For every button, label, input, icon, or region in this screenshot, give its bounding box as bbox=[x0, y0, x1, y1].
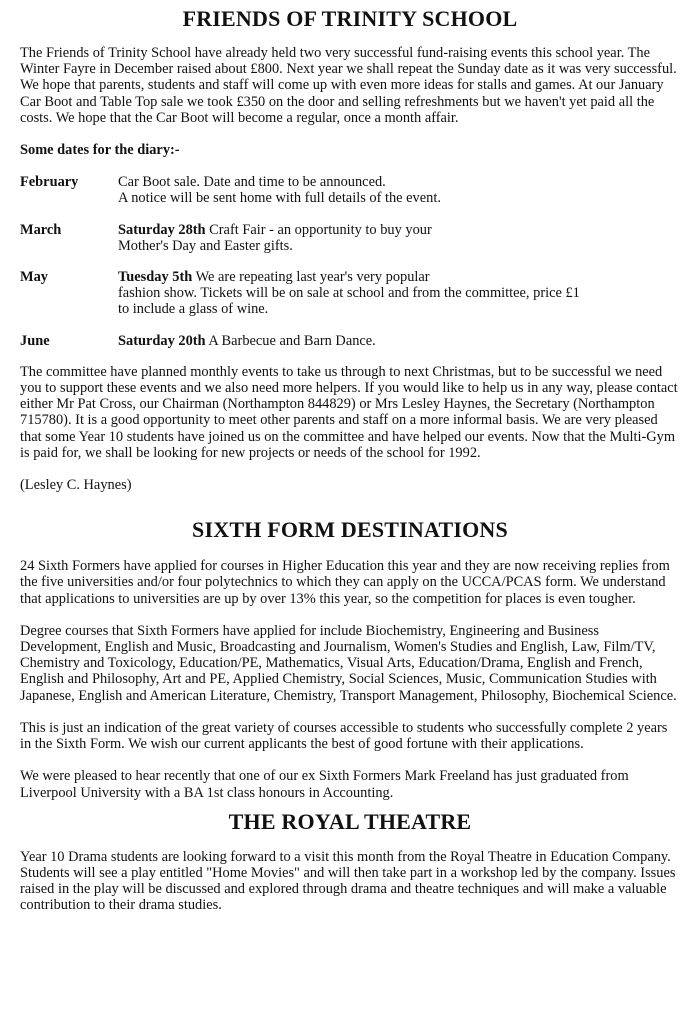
event-line: to include a glass of wine. bbox=[118, 301, 269, 318]
diary-month: February bbox=[20, 174, 79, 191]
friends-title: FRIENDS OF TRINITY SCHOOL bbox=[182, 6, 518, 31]
event-text: A Barbecue and Barn Dance. bbox=[205, 332, 376, 349]
diary-event bbox=[118, 269, 580, 318]
friends-intro: The Friends of Trinity School have already held two very successful fund-raising events this school year. The Winter Fayre in December raised about £800. Next year we shall repeat the Sunday date as it was very successful. We hope that parents, students and staff will come up with even more ideas for stalls and games. At our January Car Boot and Table Top sale we took £350 on the door and selling refreshments but we haven't yet paid all the costs. We hope that the Car Boot will become a regular, once a month affair. bbox=[20, 45, 677, 126]
diary-event bbox=[118, 222, 432, 254]
event-date: Saturday 20th bbox=[118, 332, 206, 349]
sixth-paragraph-3: This is just an indication of the great variety of courses accessible to students who successfully complete 2 years in the Sixth Form. We wish our current applicants the best of good fortune with their applications. bbox=[20, 719, 668, 753]
sixth-form-title: SIXTH FORM DESTINATIONS bbox=[192, 517, 508, 543]
sixth-paragraph-1: 24 Sixth Formers have applied for courses in Higher Education this year and they are now receiving replies from the five universities and/or four polytechnics to which they can apply on the UCCA/PCAS form. We understand that applications to universities are up by over 13% this year, so the competition for places is even tougher. bbox=[20, 558, 670, 607]
sixth-paragraph-4: We were pleased to hear recently that one of our ex Sixth Formers Mark Freeland has just graduated from Liverpool University with a BA 1st class honours in Accounting. bbox=[20, 768, 629, 801]
event-line bbox=[118, 269, 580, 285]
committee-paragraph: The committee have planned monthly events to take us through to next Christmas, but to be successful we need you to support these events and we also need more helpers. If you would like to help us in any way, please contact either Mr Pat Cross, our Chairman (Northampton 844829) or Mrs Lesley Haynes, the Secretary (Northampton 715780). It is a good opportunity to meet other parents and staff on a more informal basis. We are very pleased that some Year 10 students have joined us on the committee and have helped our events. Now that the Multi-Gym is paid for, we shall be looking for new projects or needs of the school for 1992. bbox=[20, 363, 678, 461]
event-text: Craft Fair - an opportunity to buy your bbox=[205, 221, 432, 238]
event-line: fashion show. Tickets will be on sale at school and from the committee, price £1 bbox=[118, 285, 580, 302]
event-date: Tuesday 5th bbox=[118, 269, 193, 286]
event-line: A notice will be sent home with full details of the event. bbox=[118, 190, 441, 207]
event-line bbox=[118, 222, 432, 238]
diary-list bbox=[20, 174, 680, 349]
sixth-paragraph-2: Degree courses that Sixth Formers have applied for include Biochemistry, Engineering and Business Development, English and Music, Broadcasting and Journalism, Women's Studies and English, Law, Film/TV, Chemistry and Toxicology, Education/PE, Mathematics, Visual Arts, Education/Drama, English and French, English and Philosophy, Art and PE, Applied Chemistry, Social Sciences, Music, Communication Studies with Japanese, English and American Literature, Chemistry, Transport Management, Philosophy, Biochemical Science. bbox=[20, 622, 677, 704]
diary-event bbox=[118, 333, 376, 349]
event-line: Car Boot sale. Date and time to be announced. bbox=[118, 174, 386, 191]
diary-heading: Some dates for the diary:- bbox=[20, 142, 180, 159]
theatre-paragraph: Year 10 Drama students are looking forward to a visit this month from the Royal Theatre in Education Company. Students will see a play entitled "Home Movies" and will then take part in a workshop led by the company. Issues raised in the play will be discussed and explored through drama and theatre techniques and will make a valuable contribution to their drama studies. bbox=[20, 848, 676, 914]
diary-month: May bbox=[20, 269, 48, 286]
event-line: Mother's Day and Easter gifts. bbox=[118, 237, 293, 254]
diary-item-march bbox=[20, 222, 680, 254]
event-text: We are repeating last year's very popular bbox=[192, 269, 430, 286]
diary-month: June bbox=[20, 332, 50, 349]
diary-item-june bbox=[20, 333, 680, 349]
event-line bbox=[118, 333, 376, 349]
diary-item-february bbox=[20, 174, 680, 206]
diary-event bbox=[118, 174, 441, 206]
signature: (Lesley C. Haynes) bbox=[20, 477, 132, 494]
diary-item-may bbox=[20, 269, 680, 318]
diary-month: March bbox=[20, 221, 62, 238]
royal-theatre-title: THE ROYAL THEATRE bbox=[228, 808, 472, 834]
event-date: Saturday 28th bbox=[118, 221, 206, 238]
